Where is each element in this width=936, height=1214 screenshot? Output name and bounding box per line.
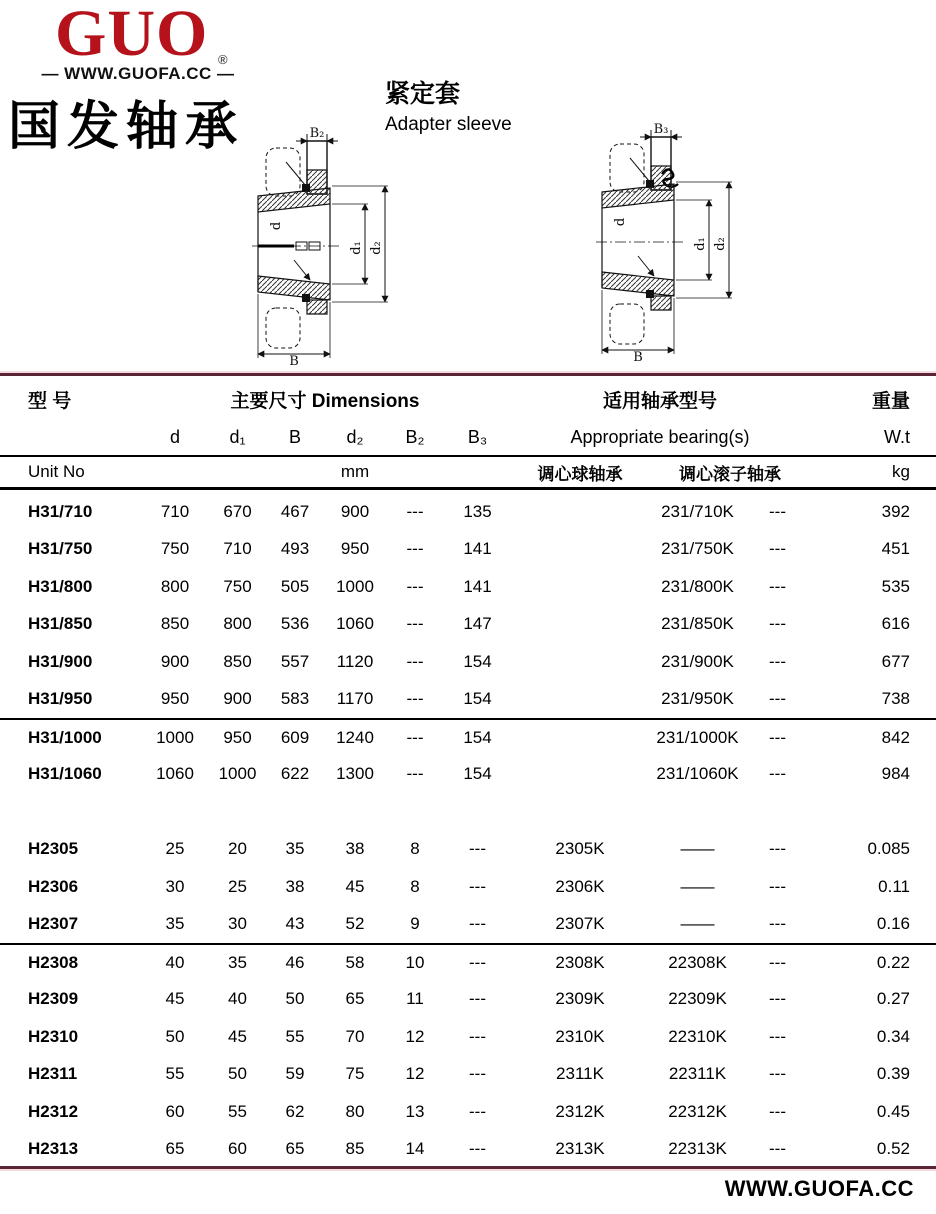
cell-d: 800	[160, 576, 190, 596]
cell-d: 750	[160, 539, 190, 559]
cell-d2: 1000	[336, 576, 374, 596]
cell-wt: 616	[881, 614, 910, 634]
title-cn: 紧定套	[385, 80, 461, 108]
cell-ball: 2305K	[555, 839, 605, 859]
header-model-cn: 型 号	[28, 390, 72, 412]
cell-B: 583	[280, 689, 310, 709]
header-dimensions: 主要尺寸 Dimensions	[230, 390, 420, 412]
table-header-row-1	[0, 382, 936, 416]
cell-d2: 45	[345, 876, 365, 896]
cell-d1: 40	[228, 989, 247, 1009]
cell-B: 65	[285, 1139, 305, 1159]
cell-model: H31/900	[28, 651, 93, 671]
cell-ball: 2306K	[555, 876, 605, 896]
table-row	[0, 606, 936, 644]
cell-B3: ---	[469, 952, 486, 972]
cell-B2: 8	[410, 839, 420, 859]
cell-extra: ---	[769, 1026, 786, 1046]
title-en: Adapter sleeve	[385, 114, 512, 135]
cell-extra: ---	[769, 1101, 786, 1121]
cell-d1: 950	[223, 727, 252, 747]
cell-B3: ---	[469, 989, 486, 1009]
logo-website: — WWW.GUOFA.CC —	[41, 64, 235, 83]
cell-d1: 850	[223, 651, 252, 671]
table-row	[0, 568, 936, 606]
dim-d2-label: d₂	[369, 241, 384, 255]
cell-B2: ---	[406, 651, 424, 671]
cell-B: 609	[280, 727, 310, 747]
cell-extra: ---	[769, 501, 786, 521]
cell-wt: 738	[881, 689, 910, 709]
cell-d: 60	[165, 1101, 185, 1121]
header-unit-kg: kg	[892, 462, 910, 481]
cell-B: 622	[280, 764, 310, 784]
cell-ball: 2311K	[556, 1064, 604, 1084]
cell-B: 467	[280, 501, 310, 521]
cell-d2: 75	[345, 1064, 365, 1084]
cell-d2: 1240	[336, 727, 374, 747]
cell-model: H31/710	[28, 501, 93, 521]
cell-B3: 154	[463, 727, 492, 747]
cell-model: H2308	[28, 952, 79, 972]
cell-B2: ---	[406, 689, 424, 709]
cell-wt: 677	[881, 651, 910, 671]
cell-d: 950	[160, 689, 190, 709]
cell-d1: 45	[228, 1026, 247, 1046]
cell-d: 65	[165, 1139, 185, 1159]
cell-d: 40	[165, 952, 185, 972]
dim-B2-label: B₂	[309, 126, 325, 141]
header-unit-mm: mm	[340, 462, 370, 481]
cell-d2: 38	[345, 839, 365, 859]
table-row	[0, 1056, 936, 1094]
cell-extra: ---	[769, 914, 786, 934]
cell-d1: 800	[223, 614, 252, 634]
cell-wt: 392	[881, 501, 910, 521]
cell-d: 50	[165, 1026, 185, 1046]
cell-wt: 0.27	[876, 989, 910, 1009]
cell-B2: ---	[406, 576, 424, 596]
cell-B2: ---	[406, 501, 424, 521]
cell-model: H2312	[28, 1101, 79, 1121]
cell-d2: 1060	[336, 614, 374, 634]
cell-d: 45	[165, 989, 185, 1009]
cell-B2: ---	[406, 727, 424, 747]
cell-wt: 0.085	[867, 839, 910, 859]
cell-roller: ——	[680, 914, 715, 934]
table-row	[0, 1131, 936, 1169]
cell-extra: ---	[769, 1064, 786, 1084]
cell-B: 46	[285, 952, 305, 972]
cell-roller: 231/750K	[661, 539, 734, 559]
table-row	[0, 718, 936, 756]
cell-B3: 141	[463, 539, 492, 559]
cell-roller: 231/900K	[661, 651, 734, 671]
cell-d: 35	[165, 914, 185, 934]
cell-model: H31/1000	[28, 727, 102, 747]
cell-B: 59	[285, 1064, 305, 1084]
cell-B3: 154	[463, 689, 492, 709]
cell-roller: 22313K	[668, 1139, 727, 1159]
cell-d1: 710	[223, 539, 252, 559]
header-roller-bearing-cn: 调心滚子轴承	[679, 464, 781, 484]
cell-B3: 154	[463, 651, 492, 671]
cell-wt: 0.52	[876, 1139, 910, 1159]
cell-B2: 14	[405, 1139, 425, 1159]
cell-d1: 50	[228, 1064, 247, 1084]
header-weight-en: W.t	[884, 426, 910, 447]
registered-trademark-icon: ®	[218, 52, 228, 67]
dim-B3-label: B₃	[653, 122, 669, 137]
header-col-d: d	[169, 426, 180, 447]
cell-model: H2307	[28, 914, 79, 934]
table-row	[0, 643, 936, 681]
cell-extra: ---	[769, 614, 786, 634]
table-row	[0, 1093, 936, 1131]
cell-B: 536	[280, 614, 310, 634]
logo-text: GUO	[55, 0, 209, 70]
adapter-sleeve-drawing-left	[252, 126, 404, 366]
cell-model: H2309	[28, 989, 79, 1009]
cell-B3: 154	[463, 764, 492, 784]
cell-roller: 231/710K	[661, 501, 734, 521]
cell-B: 493	[280, 539, 310, 559]
cell-B3: ---	[469, 876, 486, 896]
table-header-row-2	[0, 420, 936, 454]
cell-extra: ---	[769, 989, 786, 1009]
cell-d1: 25	[228, 876, 247, 896]
dim-d1-label: d₁	[693, 237, 708, 251]
cell-extra: ---	[769, 689, 786, 709]
cell-d1: 1000	[218, 764, 257, 784]
cell-B2: 11	[406, 989, 424, 1009]
cell-d1: 55	[228, 1101, 247, 1121]
cell-d: 25	[165, 839, 185, 859]
cell-d2: 52	[345, 914, 365, 934]
footer-website: WWW.GUOFA.CC	[724, 1176, 914, 1201]
cell-B: 35	[285, 839, 305, 859]
page-title	[385, 74, 512, 136]
cell-ball: 2309K	[555, 989, 605, 1009]
cell-B2: 12	[405, 1026, 425, 1046]
table-row	[0, 531, 936, 569]
cell-d: 55	[165, 1064, 185, 1084]
header-ball-bearing-cn: 调心球轴承	[537, 464, 623, 484]
cell-roller: 231/800K	[661, 576, 734, 596]
cell-B3: ---	[469, 1064, 486, 1084]
cell-B2: 13	[405, 1101, 425, 1121]
cell-wt: 535	[881, 576, 910, 596]
cell-wt: 0.11	[878, 876, 910, 896]
cell-B: 557	[280, 651, 310, 671]
table-row	[0, 1018, 936, 1056]
cell-extra: ---	[769, 839, 786, 859]
cell-roller: 22310K	[668, 1026, 727, 1046]
dim-d-label: d	[613, 217, 628, 227]
cell-model: H31/850	[28, 614, 93, 634]
cell-B2: ---	[406, 539, 424, 559]
cell-d1: 750	[223, 576, 252, 596]
table-row	[0, 868, 936, 906]
cell-B: 50	[285, 989, 305, 1009]
table-row	[0, 981, 936, 1019]
cell-B2: 10	[405, 952, 425, 972]
cell-model: H31/950	[28, 689, 93, 709]
cell-extra: ---	[769, 876, 786, 896]
cell-B: 62	[285, 1101, 305, 1121]
header-weight-cn: 重量	[871, 390, 910, 412]
cell-d: 1000	[156, 727, 194, 747]
cell-model: H2306	[28, 876, 79, 896]
cell-d: 1060	[156, 764, 194, 784]
table-row	[0, 906, 936, 944]
cell-extra: ---	[769, 651, 786, 671]
cell-model: H2310	[28, 1026, 79, 1046]
cell-roller: 22311K	[668, 1064, 727, 1084]
cell-d2: 80	[345, 1101, 365, 1121]
table-row	[0, 943, 936, 981]
cell-wt: 0.16	[876, 914, 910, 934]
dim-B-label: B	[633, 350, 643, 362]
company-name-cn: 国发轴承	[8, 98, 245, 156]
header-bearing-en: Appropriate bearing(s)	[570, 426, 750, 447]
cell-d1: 35	[228, 952, 247, 972]
cell-extra: ---	[769, 1139, 786, 1159]
dim-d1-label: d₁	[349, 241, 364, 255]
cell-roller: 231/850K	[661, 614, 734, 634]
cell-d2: 58	[345, 952, 365, 972]
cell-model: H31/1060	[28, 764, 102, 784]
cell-roller: ——	[680, 839, 715, 859]
header-bottom-rule	[0, 487, 936, 490]
cell-d: 850	[160, 614, 190, 634]
cell-B: 55	[285, 1026, 305, 1046]
cell-d1: 20	[228, 839, 247, 859]
cell-B: 38	[285, 876, 305, 896]
cell-d2: 1170	[336, 689, 374, 709]
cell-wt: 0.39	[876, 1064, 910, 1084]
table-row	[0, 756, 936, 794]
cell-model: H31/750	[28, 539, 93, 559]
cell-B2: ---	[406, 764, 424, 784]
cell-B3: ---	[469, 914, 486, 934]
cell-B2: 12	[405, 1064, 425, 1084]
header-unit-no: Unit No	[28, 462, 85, 481]
cell-d2: 900	[340, 501, 370, 521]
cell-ball: 2307K	[555, 914, 605, 934]
dim-B-label: B	[289, 354, 299, 366]
header-col-d1: d₁	[229, 426, 246, 447]
header-mid-rule	[0, 455, 936, 457]
cell-d2: 950	[340, 539, 370, 559]
table-row	[0, 493, 936, 531]
cell-B2: 8	[410, 876, 420, 896]
cell-model: H31/800	[28, 576, 93, 596]
cell-wt: 0.34	[876, 1026, 910, 1046]
cell-d: 30	[165, 876, 185, 896]
cell-d1: 670	[223, 501, 252, 521]
cell-roller: 22309K	[668, 989, 727, 1009]
cell-d: 900	[160, 651, 190, 671]
cell-model: H2311	[28, 1064, 78, 1084]
cell-B: 43	[285, 914, 305, 934]
cell-ball: 2313K	[555, 1139, 605, 1159]
table-row	[0, 831, 936, 869]
cell-extra: ---	[769, 764, 786, 784]
dim-d-label: d	[269, 221, 284, 231]
cell-B3: 147	[463, 614, 492, 634]
cell-roller: 231/950K	[661, 689, 734, 709]
cell-d2: 65	[345, 989, 365, 1009]
header-col-B3: B₃	[467, 426, 488, 447]
cell-d1: 900	[223, 689, 252, 709]
cell-wt: 984	[881, 764, 910, 784]
cell-wt: 842	[881, 727, 910, 747]
header-col-d2: d₂	[346, 426, 364, 447]
header-bearing-cn: 适用轴承型号	[602, 390, 717, 412]
dim-d2-label: d₂	[713, 237, 728, 251]
cell-B2: 9	[410, 914, 420, 934]
cell-d: 710	[160, 501, 190, 521]
cell-B2: ---	[406, 614, 424, 634]
cell-B3: 135	[463, 501, 492, 521]
cell-wt: 0.45	[876, 1101, 910, 1121]
cell-roller: ——	[680, 876, 715, 896]
cell-ball: 2310K	[555, 1026, 605, 1046]
cell-extra: ---	[769, 952, 786, 972]
cell-d2: 1300	[336, 764, 374, 784]
cell-wt: 451	[881, 539, 910, 559]
cell-extra: ---	[769, 539, 786, 559]
table-body	[0, 493, 936, 1168]
cell-ball: 2308K	[555, 952, 605, 972]
table-top-rule	[0, 373, 936, 376]
cell-extra: ---	[769, 576, 786, 596]
cell-B3: ---	[469, 1139, 486, 1159]
cell-model: H2305	[28, 839, 79, 859]
header-col-B2: B₂	[405, 426, 425, 447]
cell-model: H2313	[28, 1139, 79, 1159]
cell-B3: ---	[469, 1101, 486, 1121]
cell-d2: 85	[345, 1139, 365, 1159]
cell-d1: 30	[228, 914, 247, 934]
cell-B: 505	[280, 576, 310, 596]
cell-wt: 0.22	[876, 952, 910, 972]
cell-B3: ---	[469, 1026, 486, 1046]
cell-d2: 1120	[336, 651, 374, 671]
cell-B3: ---	[469, 839, 486, 859]
cell-roller: 231/1060K	[656, 764, 739, 784]
cell-roller: 22312K	[668, 1101, 727, 1121]
cell-roller: 22308K	[668, 952, 727, 972]
cell-ball: 2312K	[555, 1101, 605, 1121]
table-header-row-3	[0, 458, 936, 486]
cell-roller: 231/1000K	[656, 727, 739, 747]
cell-extra: ---	[769, 727, 786, 747]
adapter-sleeve-drawing-right	[596, 122, 748, 362]
table-row	[0, 681, 936, 719]
header-col-B: B	[288, 426, 301, 447]
cell-d1: 60	[228, 1139, 247, 1159]
cell-d2: 70	[345, 1026, 365, 1046]
cell-B3: 141	[463, 576, 492, 596]
